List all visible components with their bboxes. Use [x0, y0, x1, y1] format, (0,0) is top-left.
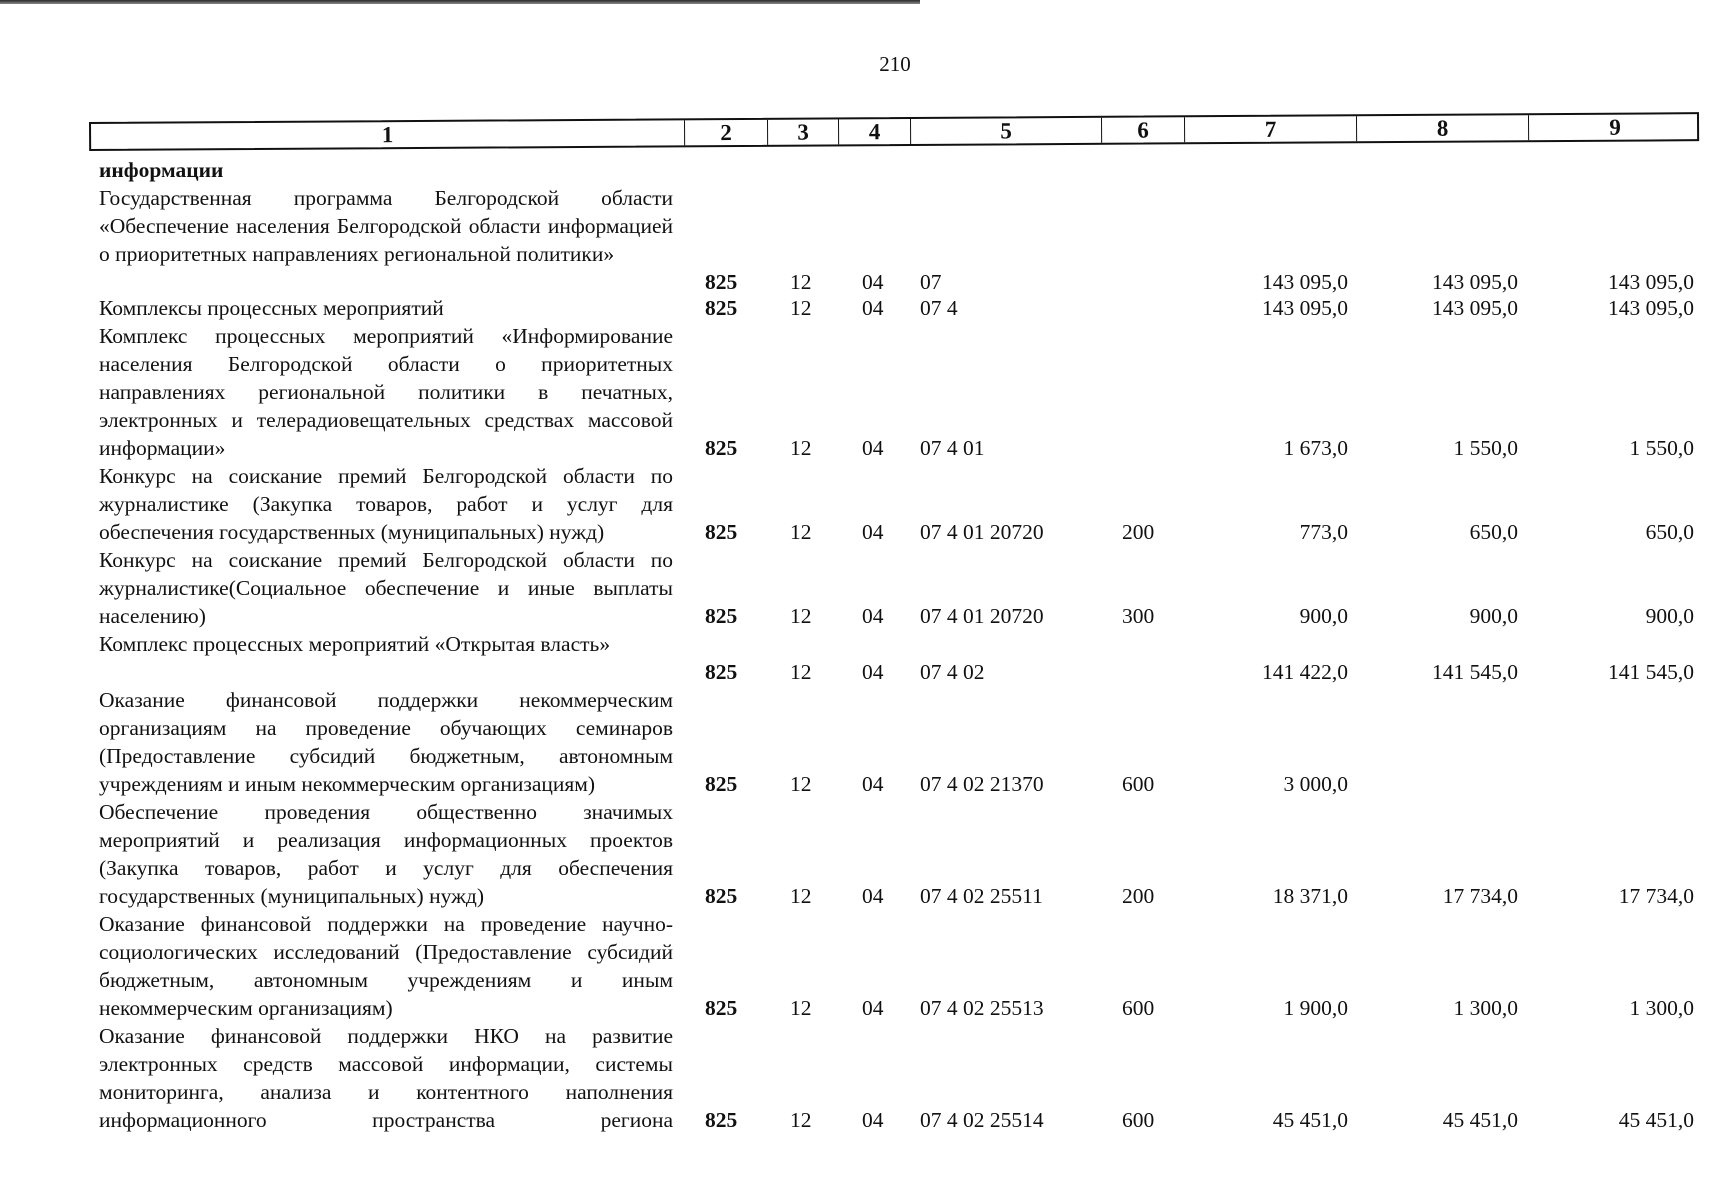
row-c2-value: 825: [705, 996, 738, 1020]
row-c4-value: 04: [862, 604, 884, 628]
row-c8-value: 143 095,0: [1432, 270, 1518, 294]
row-c9-value: 17 734,0: [1618, 884, 1694, 908]
row-c2-value: 825: [705, 604, 738, 628]
row-description: Оказание финансовой поддержки некоммерческим организациям на проведение обучающих семинаров (Предоставление субсидий бюджетным, автономным учреждениям и иным некоммерческим организациям): [99, 688, 673, 796]
row-c2-value: 825: [705, 520, 738, 544]
row-c4-value: 04: [862, 1108, 884, 1132]
row-c4-value: 04: [862, 996, 884, 1020]
row-c4-value: 04: [862, 772, 884, 796]
row-c8-value: 1 550,0: [1453, 436, 1518, 460]
header-col-2: 2: [685, 120, 768, 146]
table-row: [0, 294, 1714, 322]
row-c5-value: 07 4 02: [920, 660, 985, 684]
row-c6-value: 600: [1122, 996, 1155, 1020]
row-c6-value: 300: [1122, 604, 1155, 628]
row-c5-value: 07 4 01: [920, 436, 985, 460]
row-c8-value: 900,0: [1469, 604, 1518, 628]
row-c5-value: 07: [920, 270, 942, 294]
row-c9-value: 650,0: [1645, 520, 1694, 544]
row-c9-value: 45 451,0: [1618, 1108, 1694, 1132]
row-description: Конкурс на соискание премий Белгородской области по журналистике(Социальное обеспечение и иные выплаты населению): [99, 548, 673, 628]
scan-edge-line: [0, 0, 920, 4]
row-c3-value: 12: [790, 996, 812, 1020]
row-description: информации: [99, 158, 224, 182]
row-description: Оказание финансовой поддержки НКО на развитие электронных средств массовой информации, системы мониторинга, анализа и контентного наполнения информационного пространства региона: [99, 1024, 673, 1132]
row-c8-value: 650,0: [1469, 520, 1518, 544]
row-c7-value: 143 095,0: [1262, 270, 1348, 294]
row-c9-value: 900,0: [1645, 604, 1694, 628]
row-c2-value: 825: [705, 660, 738, 684]
row-description: Комплекс процессных мероприятий «Информирование населения Белгородской области о приоритетных направлениях региональной политики в печатных, электронных и телерадиовещательных средствах массовой информации»: [99, 324, 673, 460]
row-c7-value: 1 900,0: [1283, 996, 1348, 1020]
row-c3-value: 12: [790, 884, 812, 908]
row-c4-value: 04: [862, 270, 884, 294]
row-c7-value: 773,0: [1299, 520, 1348, 544]
row-c5-value: 07 4 02 25514: [920, 1108, 1044, 1132]
row-c4-value: 04: [862, 660, 884, 684]
header-col-9: 9: [1609, 114, 1621, 140]
header-col-6: 6: [1102, 117, 1185, 143]
row-c8-value: 141 545,0: [1432, 660, 1518, 684]
row-c3-value: 12: [790, 270, 812, 294]
row-c8-value: 143 095,0: [1432, 296, 1518, 320]
row-c7-value: 143 095,0: [1262, 296, 1348, 320]
header-col-4: 4: [839, 119, 911, 144]
table-row: [0, 546, 1714, 630]
row-c6-value: 200: [1122, 520, 1155, 544]
row-description: Конкурс на соискание премий Белгородской области по журналистике (Закупка товаров, работ и услуг для обеспечения государственных (муниципальных) нужд): [99, 464, 673, 544]
row-c7-value: 900,0: [1299, 604, 1348, 628]
row-c5-value: 07 4 01 20720: [920, 520, 1044, 544]
table-row: [0, 462, 1714, 546]
header-col-8: 8: [1357, 115, 1529, 141]
table-row: [0, 686, 1714, 798]
row-c9-value: 141 545,0: [1608, 660, 1694, 684]
row-c6-value: 600: [1122, 772, 1155, 796]
row-c7-value: 45 451,0: [1272, 1108, 1348, 1132]
row-c2-value: 825: [705, 296, 738, 320]
row-c5-value: 07 4 02 25513: [920, 996, 1044, 1020]
header-col-5: 5: [911, 118, 1102, 144]
row-c9-value: 143 095,0: [1608, 270, 1694, 294]
row-c9-value: 143 095,0: [1608, 296, 1694, 320]
table-header: [89, 112, 1699, 151]
header-col-7: 7: [1185, 116, 1357, 142]
row-c9-value: 1 550,0: [1629, 436, 1694, 460]
row-c8-value: 1 300,0: [1453, 996, 1518, 1020]
row-c8-value: 45 451,0: [1442, 1108, 1518, 1132]
row-c5-value: 07 4 01 20720: [920, 604, 1044, 628]
row-description: Оказание финансовой поддержки на проведение научно-социологических исследований (Предоставление субсидий бюджетным, автономным учреждениям и иным некоммерческим организациям): [99, 912, 673, 1020]
header-col-1: 1: [91, 120, 685, 149]
row-c2-value: 825: [705, 772, 738, 796]
row-c5-value: 07 4 02 25511: [920, 884, 1043, 908]
row-c6-value: 200: [1122, 884, 1155, 908]
header-col-3: 3: [768, 119, 839, 144]
row-c9-value: 1 300,0: [1629, 996, 1694, 1020]
row-c7-value: 3 000,0: [1283, 772, 1348, 796]
row-c2-value: 825: [705, 1108, 738, 1132]
row-c3-value: 12: [790, 660, 812, 684]
row-c4-value: 04: [862, 520, 884, 544]
row-c3-value: 12: [790, 296, 812, 320]
row-c2-value: 825: [705, 270, 738, 294]
row-c3-value: 12: [790, 520, 812, 544]
table-row: [0, 156, 1714, 184]
table-row: [0, 322, 1714, 462]
row-c5-value: 07 4: [920, 296, 958, 320]
row-c6-value: 600: [1122, 1108, 1155, 1132]
row-c4-value: 04: [862, 884, 884, 908]
row-description: Государственная программа Белгородской области «Обеспечение населения Белгородской области информацией о приоритетных направлениях региональной политики»: [99, 186, 673, 266]
page-number: 210: [879, 52, 911, 76]
row-c7-value: 141 422,0: [1262, 660, 1348, 684]
row-c7-value: 1 673,0: [1283, 436, 1348, 460]
row-c4-value: 04: [862, 296, 884, 320]
table-row: [0, 184, 1714, 296]
row-c3-value: 12: [790, 772, 812, 796]
row-c8-value: 17 734,0: [1442, 884, 1518, 908]
row-c3-value: 12: [790, 436, 812, 460]
row-c3-value: 12: [790, 604, 812, 628]
row-c3-value: 12: [790, 1108, 812, 1132]
row-description: Комплексы процессных мероприятий: [99, 296, 444, 320]
row-c2-value: 825: [705, 884, 738, 908]
table-row: [0, 910, 1714, 1022]
row-description: Обеспечение проведения общественно значимых мероприятий и реализация информационных проектов (Закупка товаров, работ и услуг для обеспечения государственных (муниципальных) нужд): [99, 800, 673, 908]
row-c2-value: 825: [705, 436, 738, 460]
table-row: [0, 1022, 1714, 1134]
row-c7-value: 18 371,0: [1272, 884, 1348, 908]
row-c4-value: 04: [862, 436, 884, 460]
table-row: [0, 630, 1714, 686]
row-c5-value: 07 4 02 21370: [920, 772, 1044, 796]
row-description: Комплекс процессных мероприятий «Открытая власть»: [99, 632, 611, 656]
table-row: [0, 798, 1714, 910]
